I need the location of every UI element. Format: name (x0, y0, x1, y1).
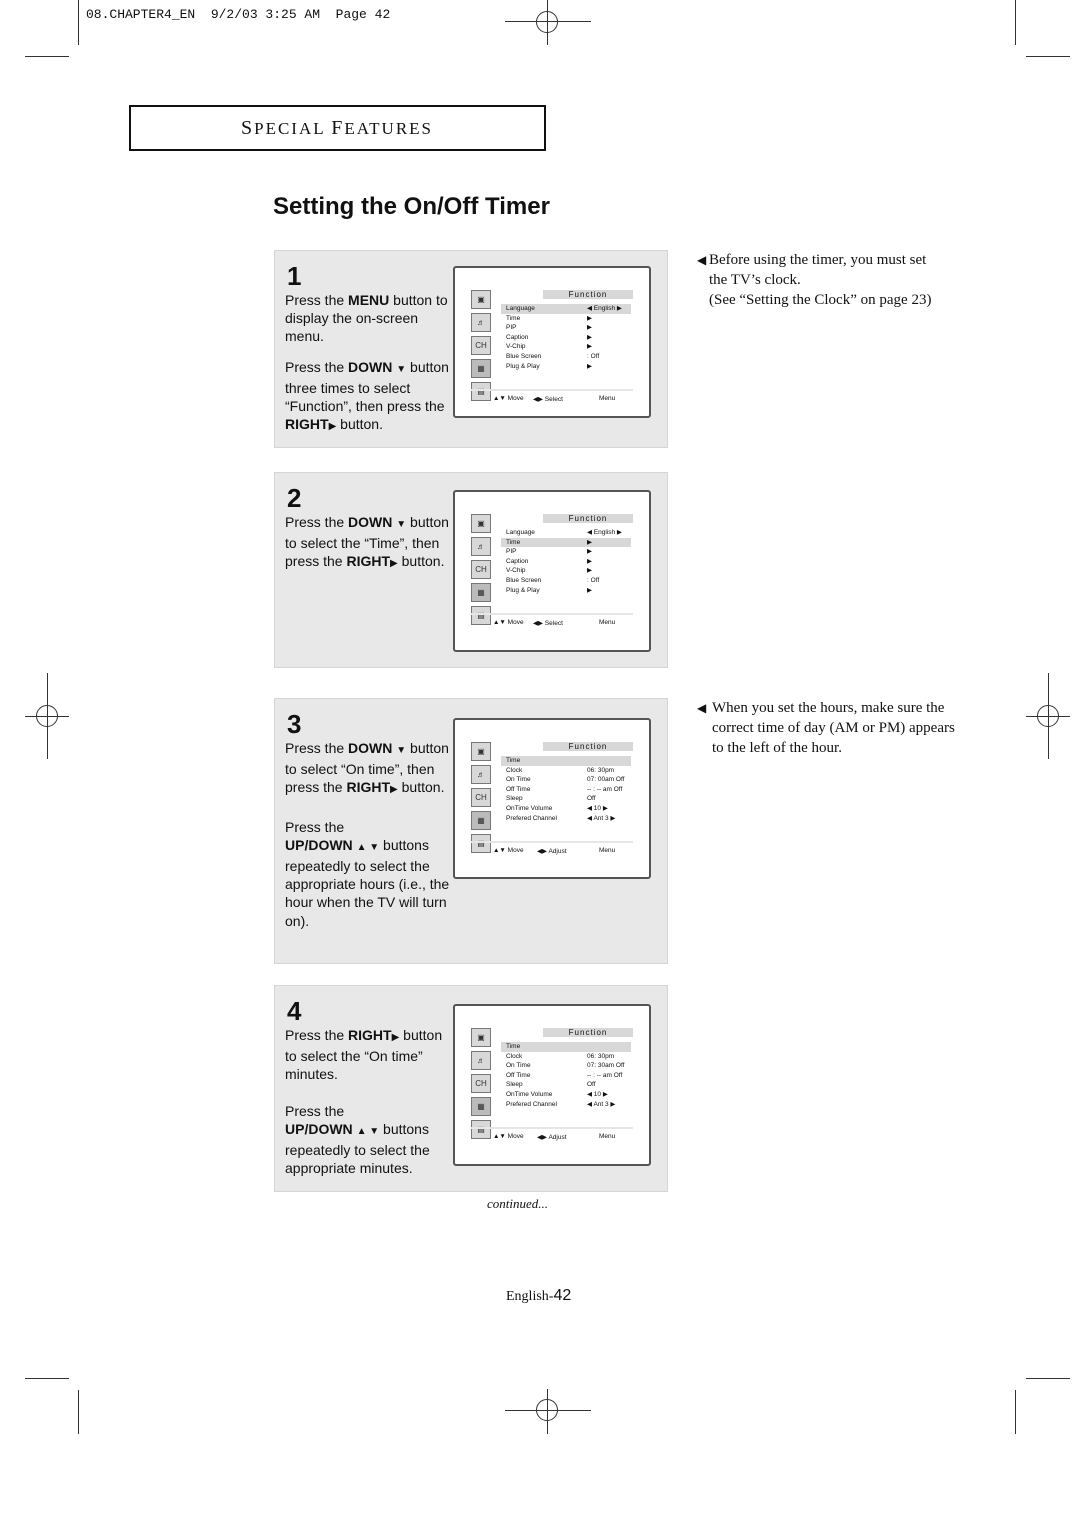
osd-menu-item: Plug & Play ▶ (506, 586, 592, 594)
osd-title: Function (543, 742, 633, 751)
osd-menu-item: OnTime Volume ◀ 10 ▶ (506, 1090, 608, 1098)
sound-icon: ♬ (471, 537, 491, 556)
osd-submenu-header: Time (501, 1042, 631, 1052)
note-clock (697, 250, 947, 310)
osd-menu-item: OnTime Volume ◀ 10 ▶ (506, 804, 608, 812)
osd-menu-item: Sleep Off (506, 795, 596, 803)
osd-title: Function (543, 514, 633, 523)
osd-footer (471, 841, 633, 857)
note-ampm (697, 698, 957, 758)
osd-menu-hint: Menu (599, 1133, 616, 1140)
note-reference: (See “Setting the Clock” on page 23) (709, 292, 932, 308)
crop-mark (1015, 0, 1016, 45)
osd-footer (471, 1127, 633, 1143)
section-title: SPECIAL FEATURES (241, 117, 433, 139)
osd-menu-item: Off Time -- : -- am Off (506, 1071, 623, 1079)
down-arrow-icon: ▼ (396, 363, 407, 375)
step-4-panel (274, 985, 668, 1192)
step-instructions: Press the RIGHT▶ button to select the “On time” minutes. Press the UP/DOWN ▲ ▼ buttons repeatedly to select the appropriate minutes. (285, 1027, 443, 1177)
osd-menu-hint: Menu (599, 395, 616, 402)
osd-menu-hint: Menu (599, 619, 616, 626)
osd-menu-item: PIP ▶ (506, 324, 592, 332)
osd-screen (453, 490, 651, 652)
channel-icon: CH (471, 788, 491, 807)
osd-menu-item: Blue Screen : Off (506, 576, 600, 584)
osd-menu-item: V-Chip ▶ (506, 567, 592, 575)
setup-icon: ▦ (471, 811, 491, 830)
input-icon: ▤ (471, 834, 491, 853)
crop-mark (1026, 1378, 1070, 1379)
channel-icon: CH (471, 336, 491, 355)
left-arrow-icon: ◀ (697, 253, 707, 267)
osd-move-hint: ▲▼ Move (493, 619, 524, 626)
step-number: 3 (287, 709, 302, 739)
input-icon: ▤ (471, 1120, 491, 1139)
osd-select-hint: ◀▶ Select (533, 620, 563, 627)
input-icon: ▤ (471, 382, 491, 401)
setup-icon: ▦ (471, 359, 491, 378)
osd-menu-item: Blue Screen : Off (506, 352, 600, 360)
note-text: Before using the timer, you must set the TV’s clock. (709, 252, 927, 288)
sound-icon: ♬ (471, 765, 491, 784)
continued-label: continued... (487, 1196, 549, 1211)
right-arrow-icon: ▶ (390, 558, 398, 570)
channel-icon: CH (471, 1074, 491, 1093)
osd-menu-item: Time ▶ (506, 314, 592, 322)
up-down-arrows-icon: ▲ ▼ (356, 841, 380, 853)
osd-icon-bar (471, 1028, 493, 1143)
osd-menu-item: PIP ▶ (506, 548, 592, 556)
right-arrow-icon: ▶ (328, 421, 337, 433)
osd-adjust-hint: ◀▶ Adjust (537, 848, 567, 855)
osd-menu-list (501, 1042, 631, 1109)
registration-mark (1037, 705, 1059, 727)
osd-menu-item: Sleep Off (506, 1081, 596, 1089)
osd-move-hint: ▲▼ Move (493, 1133, 524, 1140)
osd-icon-bar (471, 742, 493, 857)
step-3-panel (274, 698, 668, 964)
osd-menu-item: On Time 07: 30am Off (506, 1062, 625, 1070)
registration-mark (536, 11, 558, 33)
picture-icon: ▣ (471, 514, 491, 533)
setup-icon: ▦ (471, 583, 491, 602)
osd-menu-item: Plug & Play ▶ (506, 362, 592, 370)
crop-mark (25, 56, 69, 57)
up-down-arrows-icon: ▲ ▼ (356, 1125, 380, 1137)
osd-icon-bar (471, 290, 493, 405)
step-number: 1 (287, 261, 302, 291)
osd-submenu-header: Time (501, 756, 631, 766)
osd-footer (471, 613, 633, 629)
osd-menu-item: Clock 06: 30pm (506, 766, 615, 774)
down-arrow-icon: ▼ (396, 519, 407, 530)
step-number: 2 (287, 483, 302, 513)
osd-title: Function (543, 290, 633, 299)
page-number: English-42 (506, 1287, 572, 1304)
step-instructions: Press the DOWN ▼ button to select “On time”, then press the RIGHT▶ button. Press the UP/DOWN ▲ ▼ buttons repeatedly to select the appropriate hours (i.e., the hour when the TV will turn on). (285, 740, 450, 929)
osd-menu-item: Caption ▶ (506, 333, 592, 341)
crop-mark (78, 1390, 79, 1434)
step-2-panel (274, 472, 668, 668)
step-1-panel (274, 250, 668, 448)
osd-menu-item: Off Time -- : -- am Off (506, 785, 623, 793)
page-title: Setting the On/Off Timer (273, 193, 550, 220)
osd-menu-item: Language ◀ English ▶ (506, 529, 622, 536)
osd-menu-item: V-Chip ▶ (506, 343, 592, 351)
osd-menu-item: Prefered Channel ◀ Ant 3 ▶ (506, 814, 616, 822)
picture-icon: ▣ (471, 290, 491, 309)
registration-mark (536, 1399, 558, 1421)
picture-icon: ▣ (471, 1028, 491, 1047)
crop-mark (1015, 1390, 1016, 1434)
step-number: 4 (287, 996, 302, 1026)
down-arrow-icon: ▼ (396, 745, 407, 756)
osd-title: Function (543, 1028, 633, 1037)
crop-mark (78, 0, 79, 45)
osd-menu-item: On Time 07: 00am Off (506, 776, 625, 784)
osd-menu-item: Language ◀ English ▶ (501, 304, 631, 314)
crop-mark (1026, 56, 1070, 57)
osd-menu-hint: Menu (599, 847, 616, 854)
channel-icon: CH (471, 560, 491, 579)
osd-menu-item: Prefered Channel ◀ Ant 3 ▶ (506, 1100, 616, 1108)
registration-mark (36, 705, 58, 727)
sound-icon: ♬ (471, 1051, 491, 1070)
osd-screen (453, 1004, 651, 1166)
right-arrow-icon: ▶ (390, 784, 398, 796)
osd-menu-list (501, 528, 631, 595)
osd-menu-list (501, 756, 631, 823)
right-arrow-icon: ▶ (391, 1032, 400, 1043)
osd-menu-item: Caption ▶ (506, 557, 592, 565)
osd-menu-list (501, 304, 631, 371)
print-slug: 08.CHAPTER4_EN 9/2/03 3:25 AM Page 42 (86, 7, 391, 22)
osd-select-hint: ◀▶ Select (533, 396, 563, 403)
step-instructions: Press the DOWN ▼ button to select the “Time”, then press the RIGHT▶ button. (285, 514, 449, 570)
left-arrow-icon: ◀ (697, 701, 707, 715)
note-text: When you set the hours, make sure the correct time of day (AM or PM) appears to the left of the hour. (712, 700, 955, 756)
osd-move-hint: ▲▼ Move (493, 395, 524, 402)
picture-icon: ▣ (471, 742, 491, 761)
osd-screen (453, 266, 651, 418)
osd-move-hint: ▲▼ Move (493, 847, 524, 854)
osd-menu-item: Time ▶ (501, 538, 631, 548)
step-instructions: Press the MENU button to display the on-screen menu. Press the DOWN ▼ button three times to select “Function”, then press the RIGHT▶ button. (285, 292, 449, 433)
crop-mark (25, 1378, 69, 1379)
osd-screen (453, 718, 651, 879)
sound-icon: ♬ (471, 313, 491, 332)
setup-icon: ▦ (471, 1097, 491, 1116)
osd-menu-item: Clock 06: 30pm (506, 1052, 615, 1060)
osd-icon-bar (471, 514, 493, 629)
osd-adjust-hint: ◀▶ Adjust (537, 1134, 567, 1141)
osd-footer (471, 389, 633, 405)
section-header (129, 105, 546, 151)
input-icon: ▤ (471, 606, 491, 625)
